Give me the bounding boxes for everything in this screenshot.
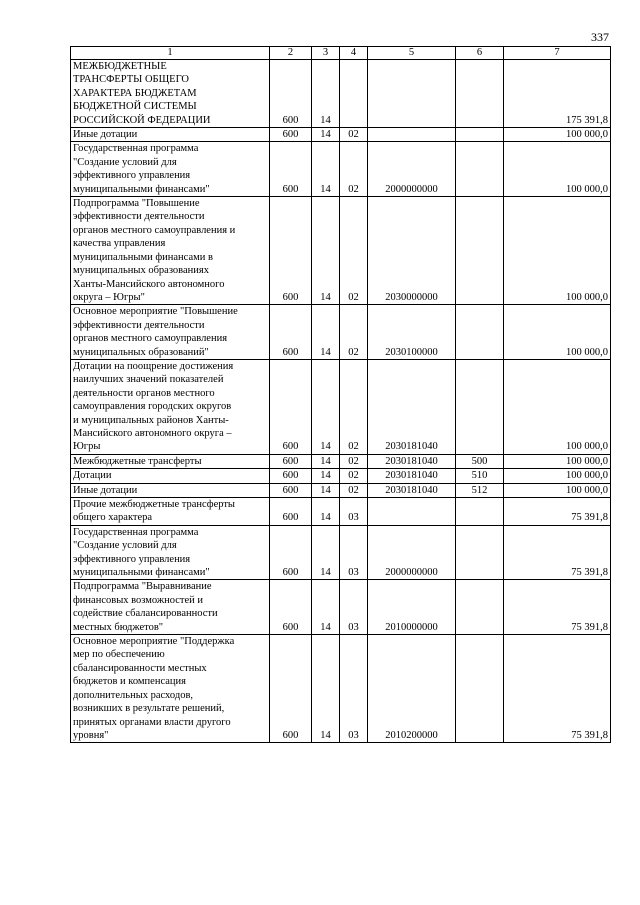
column-header: 3 [312, 47, 340, 60]
row-sum-cell: 75 391,8 [504, 498, 611, 526]
row-vr-cell [456, 128, 504, 142]
row-rz-cell: 14 [312, 60, 340, 128]
row-sum-cell: 100 000,0 [504, 142, 611, 197]
row-pr-cell: 02 [340, 305, 368, 360]
row-csr-cell: 2030000000 [368, 197, 456, 305]
row-sum-cell: 75 391,8 [504, 525, 611, 580]
row-csr-cell: 2030181040 [368, 469, 456, 483]
row-csr-cell: 2030100000 [368, 305, 456, 360]
row-name-cell: Дотации на поощрение достижения наилучших значений показателей деятельности органов местного самоуправления городских округов и муниципальных районов Ханты- Мансийского автономного округа – Югры [71, 359, 270, 454]
row-sum-cell: 100 000,0 [504, 197, 611, 305]
row-name-cell: Государственная программа "Создание условий для эффективного управления муниципальными финансами" [71, 142, 270, 197]
row-ved-cell: 600 [270, 469, 312, 483]
row-ved-cell: 600 [270, 580, 312, 635]
row-name-cell: Прочие межбюджетные трансферты общего характера [71, 498, 270, 526]
row-vr-cell [456, 498, 504, 526]
row-sum-cell: 100 000,0 [504, 469, 611, 483]
row-csr-cell [368, 60, 456, 128]
row-ved-cell: 600 [270, 197, 312, 305]
row-vr-cell [456, 635, 504, 743]
row-vr-cell [456, 142, 504, 197]
row-name-cell: Основное мероприятие "Поддержка мер по обеспечению сбалансированности местных бюджетов и компенсация дополнительных расходов, возникших в результате решений, принятых органами власти другого уровня" [71, 635, 270, 743]
row-vr-cell [456, 60, 504, 128]
row-rz-cell: 14 [312, 635, 340, 743]
table-row [71, 580, 611, 635]
row-csr-cell: 2030181040 [368, 483, 456, 497]
row-csr-cell [368, 498, 456, 526]
row-pr-cell: 02 [340, 359, 368, 454]
row-pr-cell: 02 [340, 454, 368, 468]
row-sum-cell: 175 391,8 [504, 60, 611, 128]
row-name-cell: Подпрограмма "Повышение эффективности деятельности органов местного самоуправления и качества управления муниципальными финансами в муниципальных образованиях Ханты-Мансийского автономного округа – Югры" [71, 197, 270, 305]
row-vr-cell: 512 [456, 483, 504, 497]
row-vr-cell [456, 359, 504, 454]
row-ved-cell: 600 [270, 359, 312, 454]
row-ved-cell: 600 [270, 525, 312, 580]
row-pr-cell [340, 60, 368, 128]
column-header: 7 [504, 47, 611, 60]
row-ved-cell: 600 [270, 635, 312, 743]
row-pr-cell: 03 [340, 525, 368, 580]
row-pr-cell: 02 [340, 128, 368, 142]
row-csr-cell: 2010000000 [368, 580, 456, 635]
row-rz-cell: 14 [312, 483, 340, 497]
row-ved-cell: 600 [270, 454, 312, 468]
row-rz-cell: 14 [312, 197, 340, 305]
row-csr-cell: 2000000000 [368, 142, 456, 197]
row-vr-cell [456, 197, 504, 305]
table-row [71, 359, 611, 454]
row-ved-cell: 600 [270, 305, 312, 360]
table-row [71, 142, 611, 197]
row-sum-cell: 100 000,0 [504, 359, 611, 454]
row-csr-cell [368, 128, 456, 142]
row-pr-cell: 03 [340, 580, 368, 635]
row-rz-cell: 14 [312, 142, 340, 197]
row-name-cell: Государственная программа "Создание условий для эффективного управления муниципальными финансами" [71, 525, 270, 580]
table-header-row [71, 47, 611, 60]
row-ved-cell: 600 [270, 142, 312, 197]
budget-table [70, 46, 611, 743]
row-sum-cell: 100 000,0 [504, 128, 611, 142]
row-rz-cell: 14 [312, 580, 340, 635]
table-row [71, 305, 611, 360]
row-vr-cell: 510 [456, 469, 504, 483]
row-csr-cell: 2030181040 [368, 359, 456, 454]
column-header: 2 [270, 47, 312, 60]
row-name-cell: Подпрограмма "Выравнивание финансовых возможностей и содействие сбалансированности местных бюджетов" [71, 580, 270, 635]
row-csr-cell: 2010200000 [368, 635, 456, 743]
row-ved-cell: 600 [270, 60, 312, 128]
row-pr-cell: 02 [340, 197, 368, 305]
row-sum-cell: 75 391,8 [504, 580, 611, 635]
table-row [71, 60, 611, 128]
row-name-cell: МЕЖБЮДЖЕТНЫЕ ТРАНСФЕРТЫ ОБЩЕГО ХАРАКТЕРА БЮДЖЕТАМ БЮДЖЕТНОЙ СИСТЕМЫ РОССИЙСКОЙ ФЕДЕРАЦИИ [71, 60, 270, 128]
row-rz-cell: 14 [312, 498, 340, 526]
row-rz-cell: 14 [312, 305, 340, 360]
page-number: 337 [591, 30, 609, 44]
row-name-cell: Основное мероприятие "Повышение эффективности деятельности органов местного самоуправления муниципальных образований" [71, 305, 270, 360]
column-header: 5 [368, 47, 456, 60]
row-csr-cell: 2000000000 [368, 525, 456, 580]
row-vr-cell [456, 305, 504, 360]
row-rz-cell: 14 [312, 525, 340, 580]
row-vr-cell [456, 525, 504, 580]
row-ved-cell: 600 [270, 498, 312, 526]
table-row [71, 498, 611, 526]
table-row [71, 454, 611, 468]
row-sum-cell: 75 391,8 [504, 635, 611, 743]
column-header: 1 [71, 47, 270, 60]
row-rz-cell: 14 [312, 454, 340, 468]
table-row [71, 483, 611, 497]
table-row [71, 635, 611, 743]
row-name-cell: Дотации [71, 469, 270, 483]
row-rz-cell: 14 [312, 469, 340, 483]
table-row [71, 197, 611, 305]
row-csr-cell: 2030181040 [368, 454, 456, 468]
row-vr-cell: 500 [456, 454, 504, 468]
row-pr-cell: 02 [340, 142, 368, 197]
row-sum-cell: 100 000,0 [504, 483, 611, 497]
row-rz-cell: 14 [312, 128, 340, 142]
row-pr-cell: 02 [340, 483, 368, 497]
table-row [71, 469, 611, 483]
row-ved-cell: 600 [270, 128, 312, 142]
column-header: 4 [340, 47, 368, 60]
row-name-cell: Иные дотации [71, 483, 270, 497]
row-vr-cell [456, 580, 504, 635]
row-rz-cell: 14 [312, 359, 340, 454]
row-name-cell: Иные дотации [71, 128, 270, 142]
row-pr-cell: 02 [340, 469, 368, 483]
row-ved-cell: 600 [270, 483, 312, 497]
row-pr-cell: 03 [340, 635, 368, 743]
table-row [71, 525, 611, 580]
row-name-cell: Межбюджетные трансферты [71, 454, 270, 468]
column-header: 6 [456, 47, 504, 60]
row-sum-cell: 100 000,0 [504, 305, 611, 360]
table-row [71, 128, 611, 142]
row-pr-cell: 03 [340, 498, 368, 526]
row-sum-cell: 100 000,0 [504, 454, 611, 468]
